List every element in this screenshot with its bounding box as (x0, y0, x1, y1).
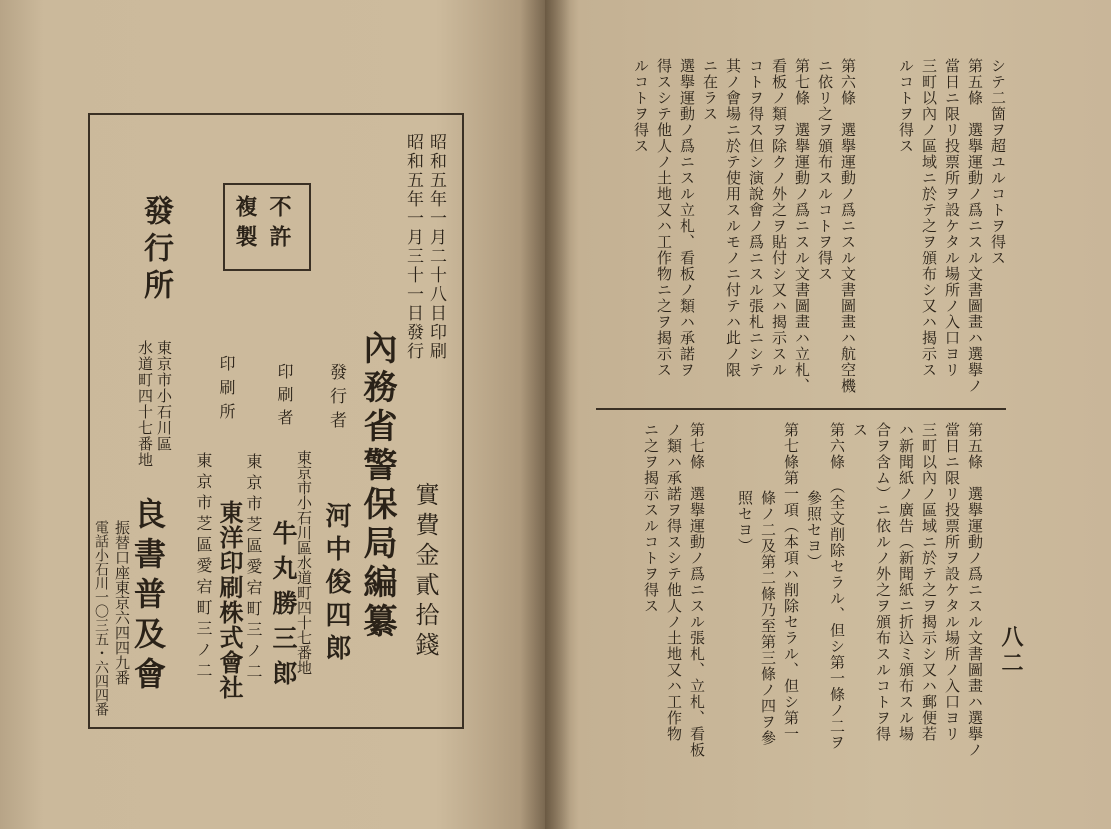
book-gutter (520, 0, 570, 829)
upper-column-5: ルコトヲ得ス (897, 58, 915, 154)
upper-column-11: 其ノ會場ニ於テ使用スルモノニ付テハ此ノ限 (724, 58, 742, 378)
price: 實費金貳拾錢 (411, 482, 439, 662)
issue-date: 昭和五年一月三十一日發行 (403, 133, 423, 361)
editor-name: 內務省警保局編纂 (357, 330, 397, 642)
printshop-address: 東京市芝區愛宕町三ノ二 (194, 452, 213, 683)
print-date: 昭和五年一月二十八日印刷 (426, 133, 446, 361)
upper-column-12: ニ在ラス (701, 58, 719, 122)
lower-column-2: 當日ニ限リ投票所ヲ設ケタル場所ノ入口ヨリ (943, 422, 961, 742)
publisher-address: 東京市小石川區水道町四十七番地 (295, 450, 313, 675)
publisher-name: 河中俊四郎 (321, 502, 351, 667)
upper-column-14: 得スシテ他人ノ土地又ハ工作物ニ之ヲ揭示ス (655, 58, 673, 378)
upper-column-2: 第五條 選擧運動ノ爲ニスル文書圖畫ハ選擧ノ (966, 58, 984, 394)
upper-column-9: 看板ノ類ヲ除クノ外之ヲ貼付シ又ハ揭示スル (770, 58, 788, 378)
upper-column-15: ルコトヲ得ス (632, 58, 650, 154)
lower-column-12: 第七條 選擧運動ノ爲ニスル張札、立札、看板 (688, 422, 706, 758)
lower-column-14: ニ之ヲ揭示スルコトヲ得ス (642, 422, 660, 614)
lower-column-1: 第五條 選擧運動ノ爲ニスル文書圖畫ハ選擧ノ (966, 422, 984, 758)
upper-column-6: 第六條 選擧運動ノ爲ニスル文書圖畫ハ航空機 (839, 58, 857, 394)
upper-column-13: 選擧運動ノ爲ニスル立札、看板ノ類ハ承諾ヲ (678, 58, 696, 378)
upper-column-1: シテ二箇ヲ超ユルコトヲ得ス (989, 58, 1007, 266)
upper-column-8: 第七條 選擧運動ノ爲ニスル文書圖畫ハ立札、 (793, 58, 811, 394)
printshop-label: 印刷所 (217, 355, 236, 427)
lower-column-7: 第六條 （全文削除セラル、但シ第一條ノ二ヲ (828, 422, 846, 751)
lower-column-3: 三町以內ノ區域ニ於テ之ヲ揭示シ又ハ郵便若 (920, 422, 938, 742)
issuer-phone: 電話小石川一〇三五・六四四番 (93, 520, 109, 716)
upper-column-10: コトヲ得ス但シ演說會ノ爲ニスル張札ニシテ (747, 58, 765, 378)
lower-column-4: ハ新聞紙ノ廣告（新聞紙ニ折込ミ頒布スル場 (897, 422, 915, 742)
upper-column-3: 當日ニ限リ投票所ヲ設ケタル場所ノ入口ヨリ (943, 58, 961, 378)
lower-column-6: ス (851, 422, 869, 438)
section-divider (596, 408, 1006, 410)
issuer-address-line-1: 東京市小石川區 (155, 340, 173, 452)
stamp-line-2: 複製 (232, 195, 258, 255)
lower-column-5: 合ヲ含ム）ニ依ルノ外之ヲ頒布スルコトヲ得 (874, 422, 892, 742)
upper-column-7: ニ依リ之ヲ頒布スルコトヲ得ス (816, 58, 834, 282)
lower-column-11: 照セヨ） (736, 490, 754, 554)
page-number: 八二 (998, 625, 1024, 677)
printer-name: 牛丸勝三郎 (269, 520, 298, 695)
lower-column-10: 條ノ二及第二條乃至第三條ノ四ヲ參 (759, 490, 777, 746)
lower-column-13: ノ類ハ承諾ヲ得スシテ他人ノ土地又ハ工作物 (665, 422, 683, 742)
issuer-address-line-2: 水道町四十七番地 (136, 340, 154, 468)
printer-label: 印刷者 (275, 363, 294, 432)
issuer-label: 發行所 (138, 195, 173, 306)
printshop-name: 東洋印刷株式會社 (215, 500, 244, 700)
printer-address: 東京市芝區愛宕町三ノ二 (244, 453, 263, 684)
lower-column-9: 第七條第一項（本項ハ削除セラル、但シ第一 (782, 422, 800, 742)
issuer-name: 良書普及會 (129, 497, 167, 697)
publisher-label: 發行者 (326, 363, 346, 435)
upper-column-4: 三町以內ノ區域ニ於テ之ヲ頒布シ又ハ揭示ス (920, 58, 938, 378)
issuer-account: 振替口座東京六四四九番 (113, 520, 131, 685)
stamp-line-1: 不許 (266, 195, 292, 255)
lower-column-8: 參照セヨ） (805, 490, 823, 570)
